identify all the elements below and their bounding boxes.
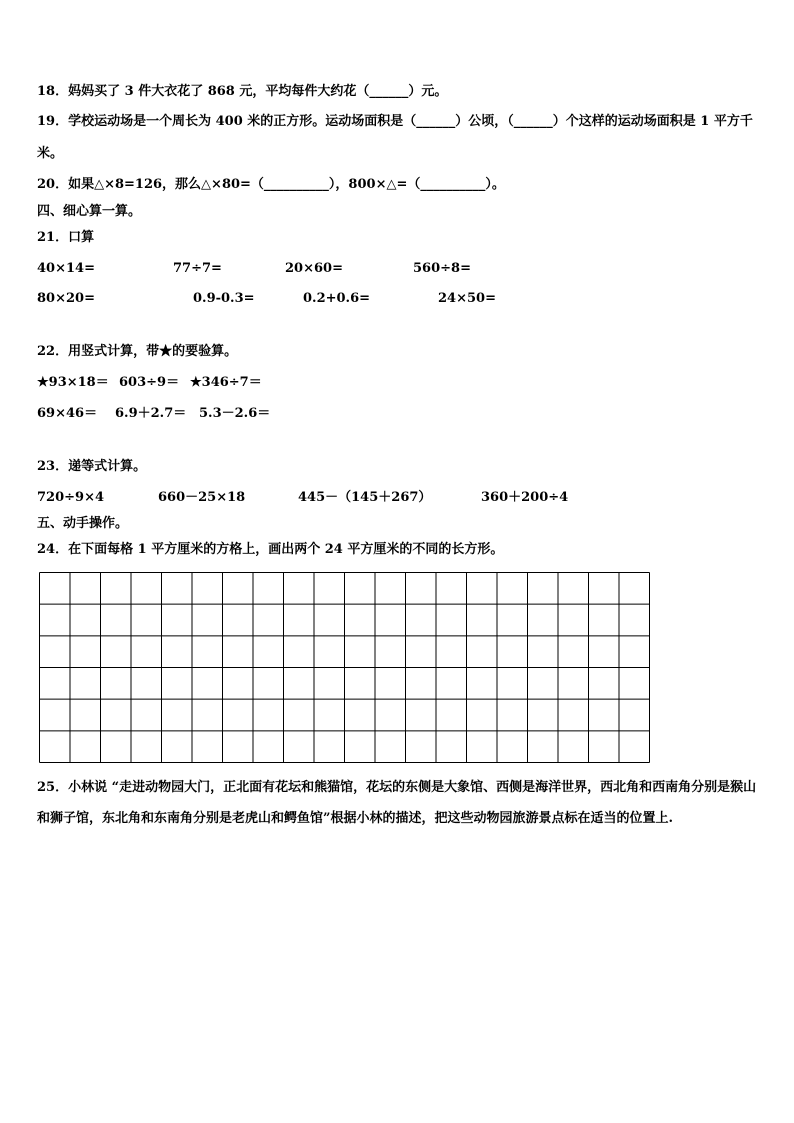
q22-item: 5.3－2.6＝ [199, 406, 271, 421]
q22-item: ★93×18＝ [37, 375, 109, 390]
q23-item: 660－25×18 [158, 490, 246, 505]
q23-item: 445－（145＋267） [298, 490, 432, 505]
q23-item: 360＋200÷4 [481, 490, 569, 505]
square-grid[interactable] [39, 572, 650, 763]
q21-item: 80×20= [37, 291, 95, 306]
question-21-title: 21．口算 [37, 230, 95, 245]
q21-item: 0.2+0.6= [303, 291, 371, 306]
question-20: 20．如果△×8=126，那么△×80=（__________），800×△=（__________）。 [37, 177, 505, 192]
q22-item: 603÷9＝ [119, 375, 180, 390]
q21-item: 40×14= [37, 261, 95, 276]
q22-item: 6.9＋2.7＝ [115, 406, 187, 421]
q21-item: 0.9-0.3= [193, 291, 255, 306]
section-4-heading: 四、细心算一算。 [37, 204, 142, 219]
q21-item: 77÷7= [173, 261, 222, 276]
q21-item: 24×50= [438, 291, 496, 306]
q23-item: 720÷9×4 [37, 490, 105, 505]
question-24-title: 24．在下面每格 1 平方厘米的方格上，画出两个 24 平方厘米的不同的长方形。 [37, 542, 504, 557]
grid-lines [39, 572, 650, 763]
question-22-title: 22．用竖式计算，带★的要验算。 [37, 344, 238, 359]
q21-item: 560÷8= [413, 261, 471, 276]
q22-item: 69×46＝ [37, 406, 98, 421]
section-5-heading: 五、动手操作。 [37, 516, 129, 531]
question-19: 19．学校运动场是一个周长为 400 米的正方形。运动场面积是（______）公顷，（______）个这样的运动场面积是 1 平方千米。 [37, 114, 753, 161]
question-18: 18．妈妈买了 3 件大衣花了 868 元，平均每件大约花（______）元。 [37, 84, 448, 99]
q21-item: 20×60= [285, 261, 343, 276]
q22-item: ★346÷7＝ [190, 375, 262, 390]
question-25: 25．小林说 “走进动物园大门，正北面有花坛和熊猫馆，花坛的东侧是大象馆、西侧是海洋世界，西北角和西南角分别是猴山和狮子馆，东北角和东南角分别是老虎山和鳄鱼馆”根据小林的描述，把这些动物园旅游景点标在适当的位置上. [37, 780, 757, 826]
question-23-title: 23．递等式计算。 [37, 459, 147, 474]
